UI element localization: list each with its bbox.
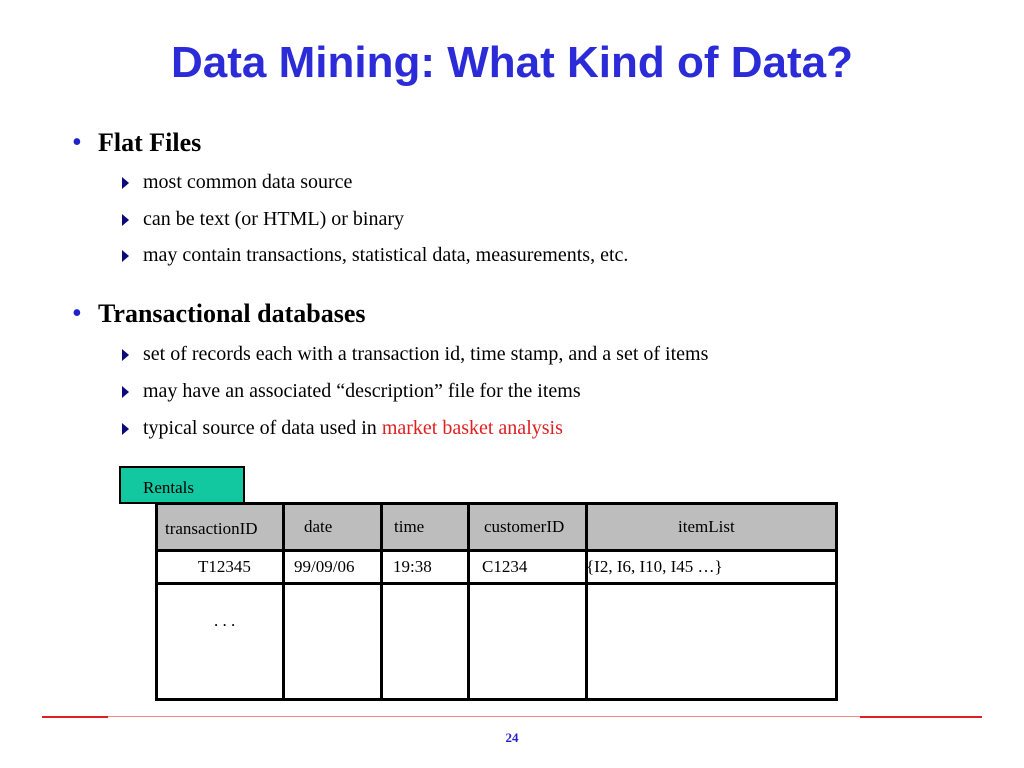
- column-header: transactionID: [165, 519, 258, 538]
- triangle-bullet-icon: [122, 349, 129, 361]
- table-cell: 99/09/06: [294, 557, 355, 576]
- triangle-bullet-icon: [122, 423, 129, 435]
- column-divider: [467, 505, 470, 698]
- bullet-transactional-databases: [72, 299, 366, 329]
- table-cell: 19:38: [393, 557, 432, 576]
- sub-bullet: [122, 417, 563, 440]
- table-name-tab: Rentals: [119, 466, 245, 504]
- sub-bullet-text: can be text (or HTML) or binary: [143, 208, 405, 230]
- table-cell: {I2, I6, I10, I45 …}: [586, 557, 723, 576]
- sub-bullet-text: typical source of data used in: [143, 417, 382, 439]
- column-divider: [380, 505, 383, 698]
- sub-bullet: [122, 208, 404, 231]
- triangle-bullet-icon: [122, 386, 129, 398]
- sub-bullet-text: most common data source: [143, 171, 353, 193]
- triangle-bullet-icon: [122, 177, 129, 189]
- column-divider: [282, 505, 285, 698]
- bullet-dot-icon: •: [72, 298, 82, 329]
- highlight-text: market basket analysis: [381, 417, 563, 439]
- footer-rule-right: [860, 716, 982, 718]
- bullet-heading: Flat Files: [98, 128, 202, 157]
- sub-bullet-text: set of records each with a transaction id, time stamp, and a set of items: [143, 343, 709, 365]
- table-cell: T12345: [198, 557, 251, 576]
- sub-bullet-text: may contain transactions, statistical data, measurements, etc.: [143, 244, 629, 266]
- row-divider: [158, 582, 835, 585]
- sub-bullet: [122, 380, 581, 403]
- column-divider: [585, 505, 588, 698]
- bullet-flat-files: [72, 128, 201, 158]
- column-header: time: [394, 517, 425, 536]
- slide-title: Data Mining: What Kind of Data?: [171, 38, 853, 87]
- sub-bullet-text: may have an associated “description” file for the items: [143, 380, 581, 402]
- rentals-table: [155, 502, 838, 701]
- footer-rule-left: [42, 716, 108, 718]
- page-number: 24: [505, 730, 519, 745]
- triangle-bullet-icon: [122, 250, 129, 262]
- bullet-heading: Transactional databases: [98, 299, 366, 328]
- column-header: date: [304, 517, 333, 536]
- sub-bullet: [122, 244, 628, 267]
- bullet-dot-icon: •: [72, 127, 82, 158]
- ellipsis: . . .: [214, 611, 236, 630]
- column-header: itemList: [678, 517, 735, 536]
- sub-bullet: [122, 343, 708, 366]
- triangle-bullet-icon: [122, 214, 129, 226]
- column-header: customerID: [484, 517, 565, 536]
- sub-bullet: [122, 171, 352, 194]
- table-cell: C1234: [482, 557, 528, 576]
- footer-rule-middle: [108, 716, 860, 717]
